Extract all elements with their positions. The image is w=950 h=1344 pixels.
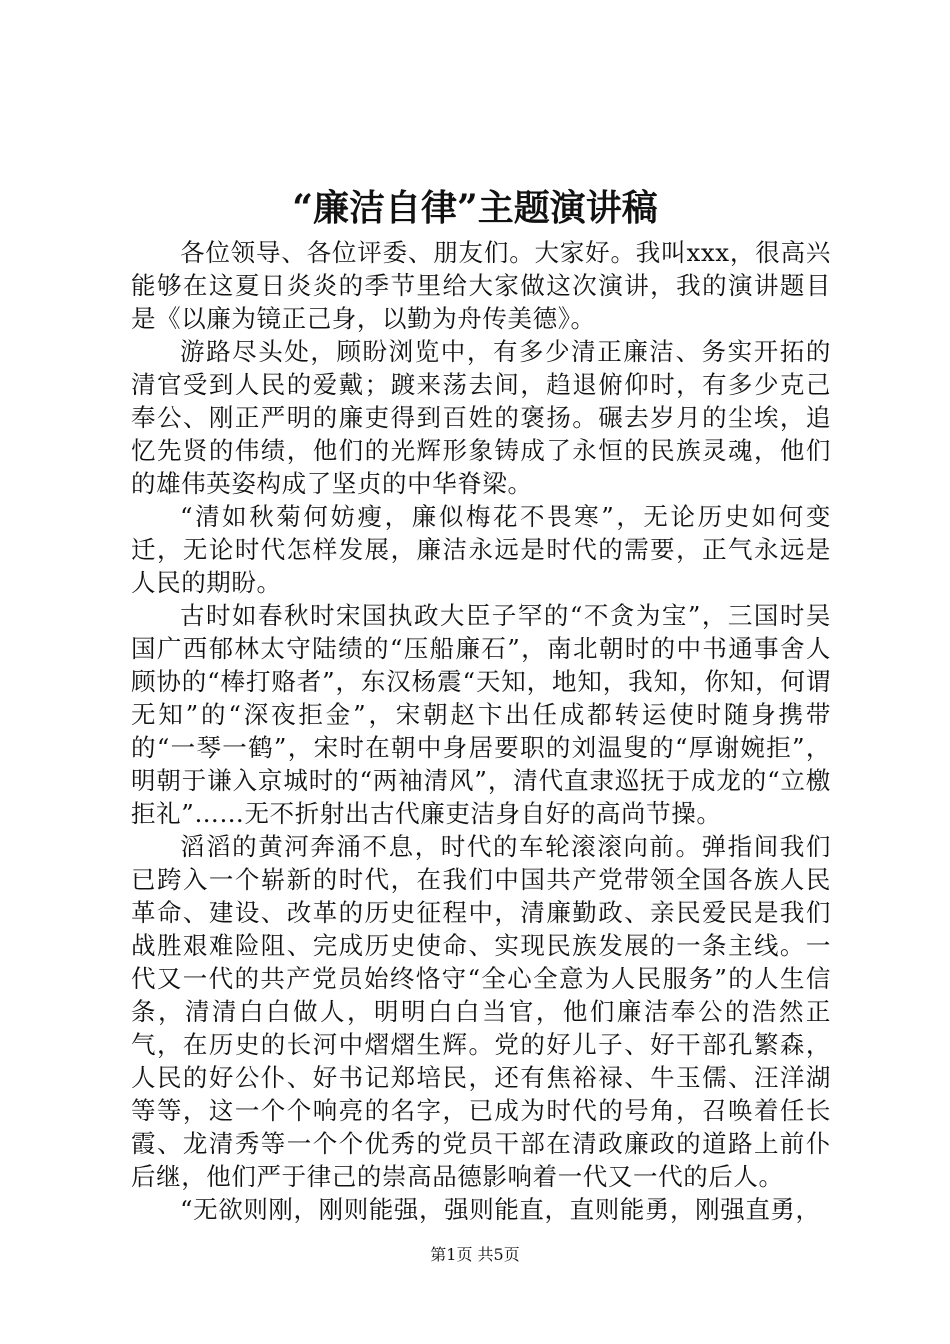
page-number-footer: 第1页 共5页 <box>430 1245 520 1264</box>
paragraph-virtuous-officials: 游路尽头处，顾盼浏览中，有多少清正廉洁、务实开拓的清官受到人民的爱戴；踱来荡去间，趋退俯仰时，有多少克己奉公、刚正严明的廉吏得到百姓的褒扬。碾去岁月的尘埃，追忆先贤的伟绩，他们的光辉形象铸成了永恒的民族灵魂，他们的雄伟英姿构成了坚贞的中华脊梁。 <box>131 337 831 498</box>
paragraph-modern-era: 滔滔的黄河奔涌不息，时代的车轮滚滚向前。弹指间我们已跨入一个崭新的时代，在我们中国共产党带领全国各族人民革命、建设、改革的历史征程中，清廉勤政、亲民爱民是我们战胜艰难险阻、完成历史使命、实现民族发展的一条主线。一代又一代的共产党员始终恪守“全心全意为人民服务”的人生信条，清清白白做人，明明白白当官，他们廉洁奉公的浩然正气，在历史的长河中熠熠生辉。党的好儿子、好干部孔繁森，人民的好公仆、好书记郑培民，还有焦裕禄、牛玉儒、汪洋湖等等，这一个个响亮的名字，已成为时代的号角，召唤着任长霞、龙清秀等一个个优秀的党员干部在清政廉政的道路上前仆后继，他们严于律己的崇高品德影响着一代又一代的后人。 <box>131 832 831 1191</box>
paragraph-continuation: “无欲则刚，刚则能强，强则能直，直则能勇，刚强直勇， <box>180 1195 821 1224</box>
document-title: “廉洁自律”主题演讲稿 <box>292 187 658 229</box>
paragraph-ancient-examples: 古时如春秋时宋国执政大臣子罕的“不贪为宝”，三国时吴国广西郁林太守陆绩的“压船廉石”，南北朝时的中书通事舍人顾协的“棒打赂者”，东汉杨震“天知，地知，我知，你知，何谓无知”的“深夜拒金”，宋朝赵卞出任成都转运使时随身携带的“一琴一鹤”，宋时在朝中身居要职的刘温叟的“厚谢婉拒”，明朝于谦入京城时的“两袖清风”，清代直隶巡抚于成龙的“立檄拒礼”……无不折射出古代廉吏洁身自好的高尚节操。 <box>131 601 831 828</box>
paragraph-greeting: 各位领导、各位评委、朋友们。大家好。我叫xxx，很高兴能够在这夏日炎炎的季节里给大家做这次演讲，我的演讲题目是《以廉为镜正己身，以勤为舟传美德》。 <box>131 238 831 333</box>
paragraph-poem-quote: “清如秋菊何妨瘦，廉似梅花不畏寒”，无论历史如何变迁，无论时代怎样发展，廉洁永远是时代的需要，正气永远是人民的期盼。 <box>131 502 831 597</box>
document-body <box>131 236 831 1226</box>
